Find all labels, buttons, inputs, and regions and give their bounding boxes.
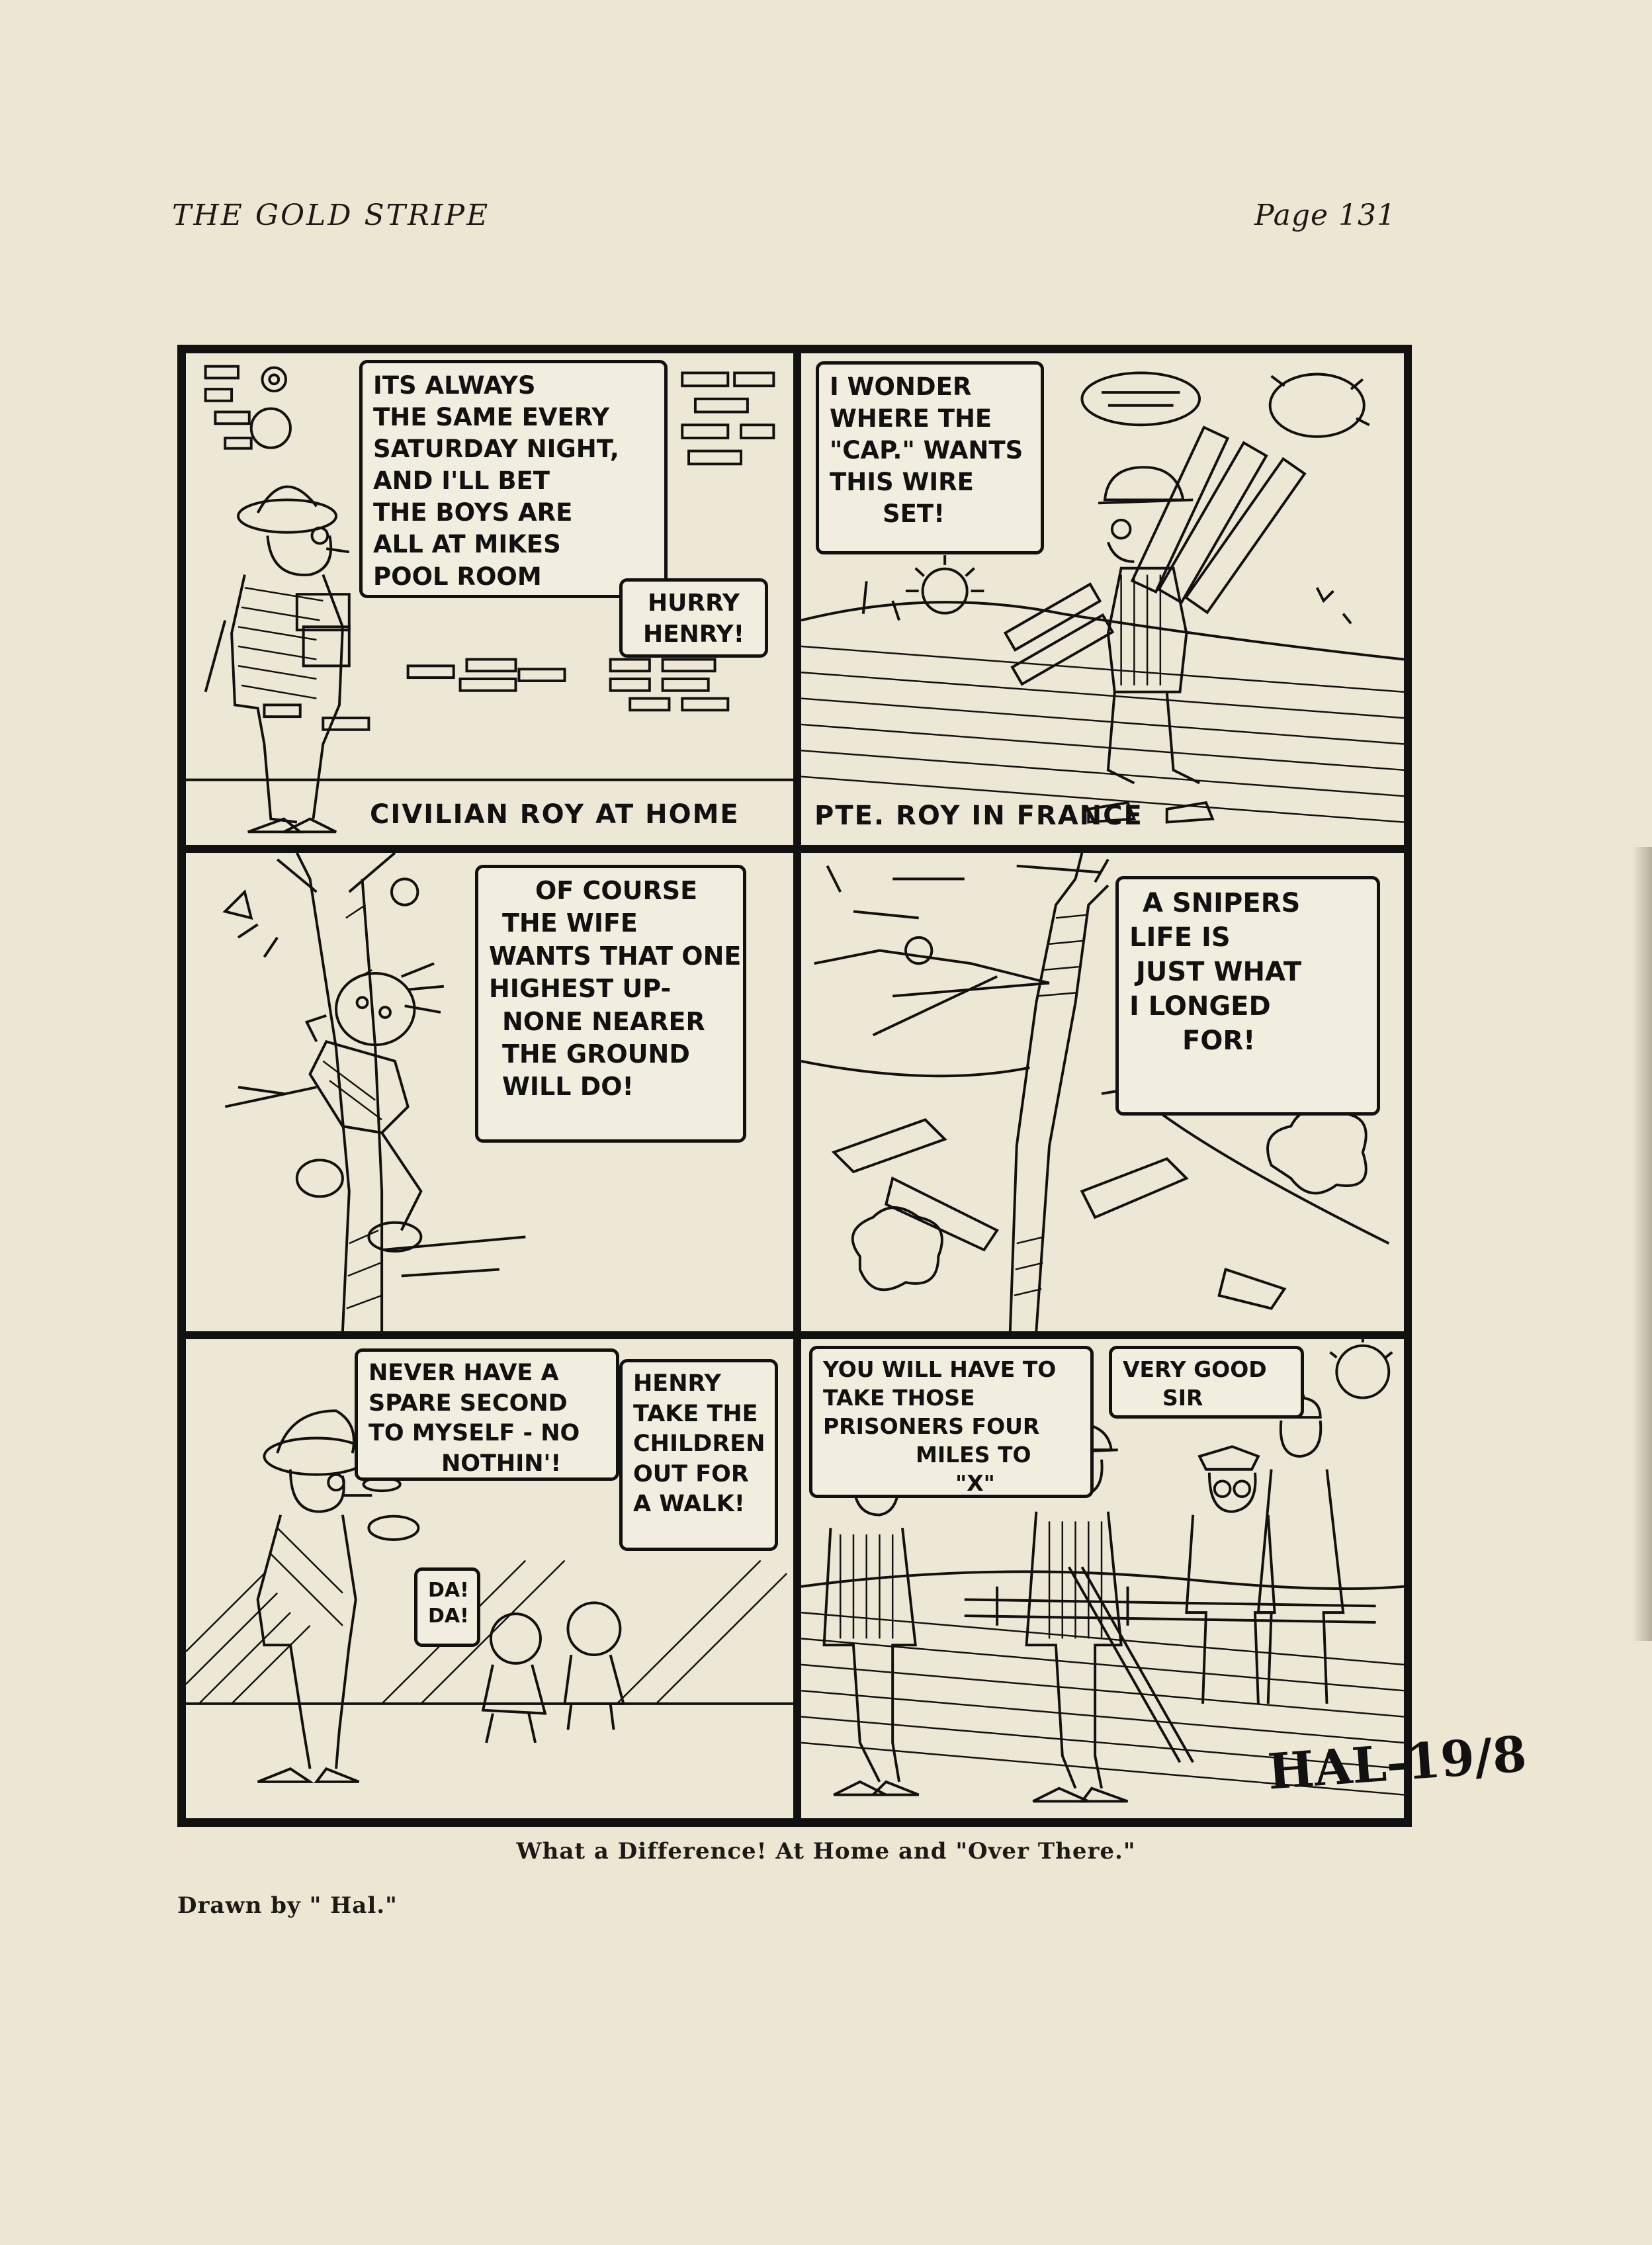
speech-bubble-hurry-henry: HURRY HENRY!: [619, 578, 768, 658]
running-title: THE GOLD STRIPE: [172, 198, 490, 232]
speech-bubble-take-children: HENRY TAKE THE CHILDREN OUT FOR A WALK!: [619, 1359, 778, 1551]
speech-bubble-take-prisoners: YOU WILL HAVE TO TAKE THOSE PRISONERS FOUR MILES TO "X": [809, 1346, 1094, 1498]
speech-bubble-spare-second: NEVER HAVE A SPARE SECOND TO MYSELF - NO NOTHIN'!: [355, 1348, 619, 1481]
panel-2-caption: PTE. ROY IN FRANCE: [814, 801, 1143, 831]
panel-walking-children: [182, 1335, 797, 1822]
comic-strip: [177, 345, 1529, 1827]
speech-bubble-saturday-night: ITS ALWAYS THE SAME EVERY SATURDAY NIGHT, AND I'LL BET THE BOYS ARE ALL AT MIKES POOL ROOM: [359, 360, 668, 598]
page-number: Page 131: [1254, 198, 1396, 232]
speech-bubble-da-da: DA! DA!: [414, 1567, 480, 1647]
panel-civilian-roy-at-home: [182, 349, 797, 849]
speech-bubble-very-good-sir: VERY GOOD SIR: [1109, 1346, 1304, 1419]
artist-credit: Drawn by " Hal.": [177, 1892, 398, 1919]
strip-caption: What a Difference! At Home and "Over There.": [516, 1838, 1136, 1865]
page-header: [172, 198, 1396, 251]
panel-tree-climbing: [182, 849, 797, 1335]
speech-bubble-wife-wants-highest: OF COURSE THE WIFE WANTS THAT ONE HIGHEST UP- NONE NEARER THE GROUND WILL DO!: [475, 865, 746, 1143]
page-edge-shadow: [1632, 847, 1652, 1641]
panel-prisoners: [797, 1335, 1529, 1822]
speech-bubble-wire-set: I WONDER WHERE THE "CAP." WANTS THIS WIRE SET!: [816, 361, 1044, 554]
panel-sniper-in-tree: [797, 849, 1408, 1335]
artist-signature: HAL-19/8: [1266, 1726, 1529, 1801]
panel-pte-roy-in-france: [797, 349, 1408, 849]
speech-bubble-snipers-life: A SNIPERS LIFE IS JUST WHAT I LONGED FOR!: [1115, 876, 1380, 1116]
panel-1-caption: CIVILIAN ROY AT HOME: [370, 799, 740, 830]
